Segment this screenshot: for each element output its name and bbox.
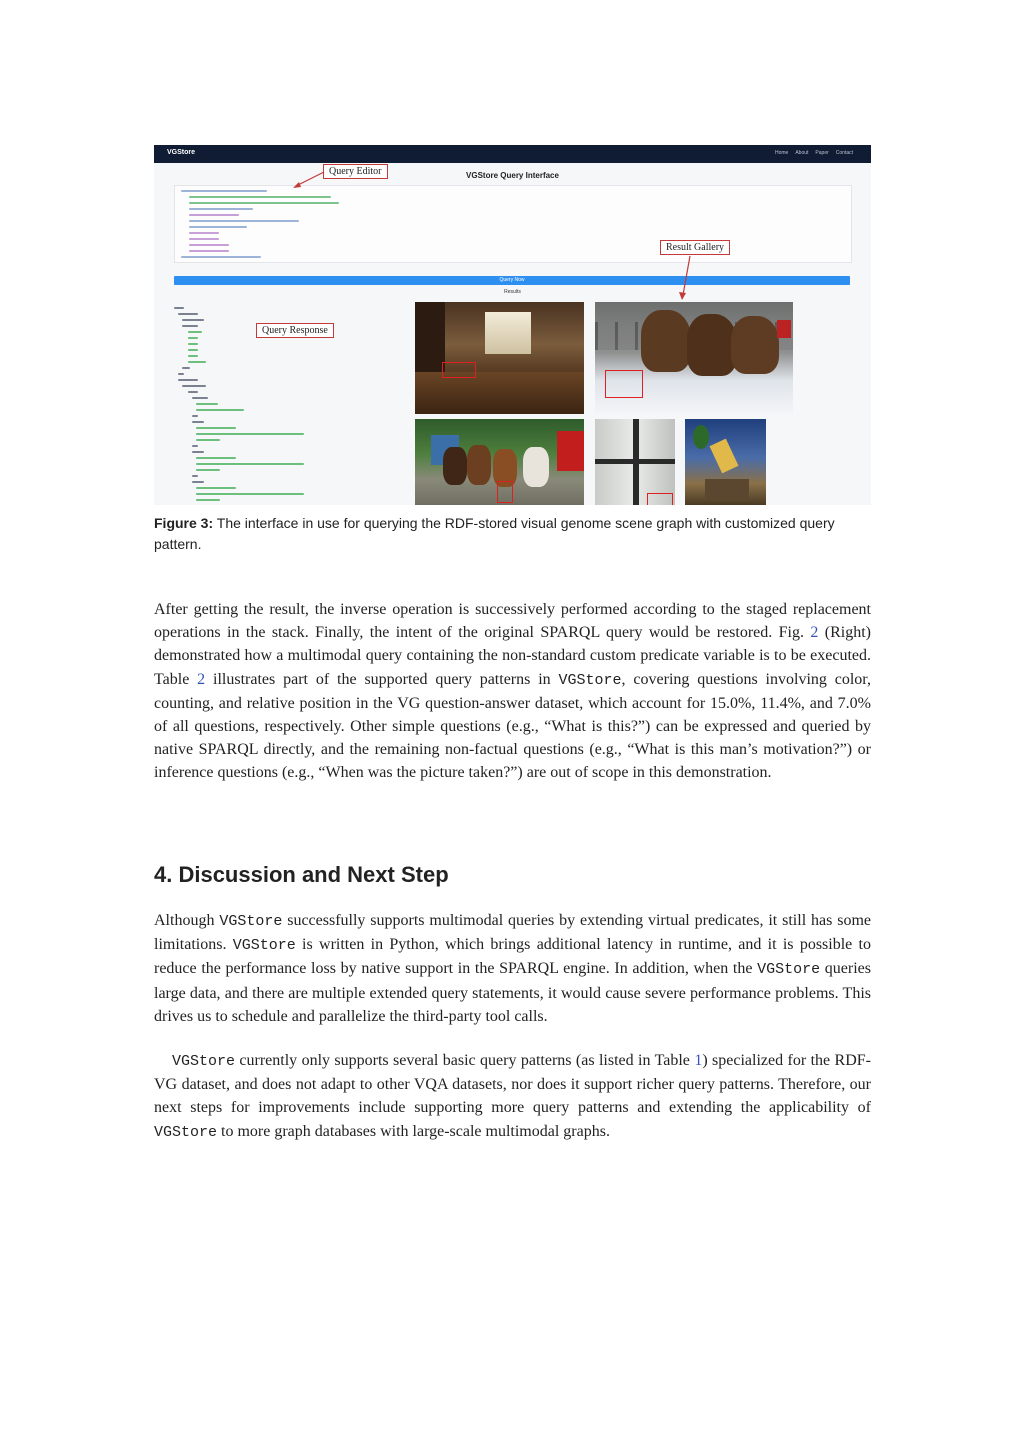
json-line — [196, 409, 244, 411]
paragraph-3 — [154, 1049, 871, 1144]
json-line — [182, 385, 206, 387]
code-line — [189, 196, 331, 198]
code-line — [189, 208, 253, 210]
result-image-window[interactable] — [595, 419, 675, 505]
shelf-shape — [415, 302, 445, 382]
json-line — [188, 349, 198, 351]
code-line — [189, 238, 219, 240]
detection-box — [442, 362, 476, 378]
system-name: VGStore — [172, 1053, 236, 1070]
json-line — [196, 499, 220, 501]
json-line — [182, 367, 190, 369]
json-line — [188, 343, 198, 345]
json-line — [196, 433, 304, 435]
detection-box — [605, 370, 643, 398]
nav-links — [775, 150, 853, 156]
json-line — [188, 355, 198, 357]
text-run: After getting the result, the inverse operation is successively performed according to the staged replacement operations in the stack. Finally, the intent of the original SPARQL query would be restored. Fig. — [154, 601, 871, 642]
nav-link-contact[interactable]: Contact — [835, 150, 853, 156]
code-line — [189, 244, 229, 246]
code-line — [189, 250, 229, 252]
callout-arrow-gallery — [678, 255, 694, 301]
tree-shape — [693, 425, 709, 449]
figure-caption — [154, 513, 871, 555]
json-line — [188, 337, 198, 339]
text-run: currently only supports several basic query patterns (as listed in Table — [235, 1052, 695, 1069]
json-line — [188, 361, 206, 363]
code-line — [189, 232, 219, 234]
caption-text: The interface in use for querying the RDF-stored visual genome scene graph with customized query pattern. — [154, 515, 835, 552]
detection-box — [647, 493, 673, 505]
result-image-horses-field[interactable] — [415, 419, 584, 505]
code-line — [181, 256, 261, 258]
text-run: queries large data, and there are multiple extended query statements, it would cause severe performance problems. This drives us to schedule and parallelize the third-party tool calls. — [154, 960, 872, 1025]
json-line — [192, 481, 204, 483]
code-line — [189, 220, 299, 222]
json-line — [196, 457, 236, 459]
json-line — [192, 451, 204, 453]
brand-logo[interactable]: VGStore — [167, 149, 196, 156]
system-name: VGStore — [219, 913, 283, 930]
sign-shape — [557, 431, 584, 471]
json-line — [192, 415, 198, 417]
system-name: VGStore — [154, 1123, 218, 1141]
results-label: Results — [504, 289, 521, 295]
query-editor[interactable] — [174, 185, 852, 263]
system-name: VGStore — [232, 937, 296, 955]
horse-shape — [443, 447, 467, 485]
nav-link-about[interactable]: About — [795, 150, 809, 156]
json-line — [182, 319, 204, 321]
text-run: illustrates part of the supported query patterns in — [205, 670, 559, 688]
ramp-shape — [705, 479, 749, 499]
result-image-skateboard[interactable] — [685, 419, 766, 505]
json-line — [174, 307, 184, 309]
horse-shape — [467, 445, 491, 485]
result-image-horses-snow[interactable] — [595, 302, 793, 414]
json-line — [188, 391, 198, 393]
text-run: is written in Python, which brings additional latency in runtime, and it is possible to reduce the performance loss by native support in the SPARQL engine. In addition, when the — [154, 936, 872, 978]
json-line — [182, 325, 198, 327]
text-run: successfully supports multimodal queries by extending virtual predicates, it still has some limitations. — [154, 912, 871, 954]
person-shape — [777, 320, 791, 338]
json-line — [192, 397, 208, 399]
nav-link-paper[interactable]: Paper — [815, 150, 829, 156]
json-line — [192, 445, 198, 447]
json-line — [196, 469, 220, 471]
json-line — [178, 379, 198, 381]
person-shape — [710, 439, 739, 474]
text-run: (Right) demonstrated how a multimodal query containing the non-standard custom predicate variable is to be executed. Table — [154, 624, 871, 688]
result-image-room[interactable] — [415, 302, 584, 414]
horse-shape — [731, 316, 779, 374]
text-run: Although — [154, 912, 220, 929]
figure-3 — [154, 145, 871, 505]
query-now-label: Query Now — [499, 277, 525, 283]
callout-result-gallery: Result Gallery — [660, 240, 730, 255]
figure-ref-link[interactable]: 2 — [810, 624, 819, 642]
json-line — [188, 331, 202, 333]
table-ref-link[interactable]: 2 — [197, 670, 206, 688]
code-line — [189, 202, 339, 204]
caption-label: Figure 3: — [154, 515, 214, 531]
json-line — [196, 463, 304, 465]
horse-shape — [641, 310, 691, 372]
json-line — [196, 439, 220, 441]
query-now-button[interactable] — [174, 276, 850, 285]
table-ref-link[interactable]: 1 — [694, 1052, 703, 1069]
paragraph-1 — [154, 598, 871, 785]
code-line — [189, 226, 247, 228]
callout-query-response: Query Response — [256, 323, 334, 338]
detection-box — [497, 481, 513, 503]
system-name: VGStore — [558, 671, 622, 689]
app-title: VGStore Query Interface — [466, 171, 559, 180]
json-line — [196, 427, 236, 429]
system-name: VGStore — [757, 961, 821, 979]
text-run: , covering questions involving color, counting, and relative position in the VG question-answer dataset, which account for 15.0%, 11.4%, and 7.0% of all questions, respectively. Other simple questions (e.g., “What is this?”) can be expressed and queried by native SPARQL directly, and the remaining non-factual questions (e.g., “What is this man’s motivation?”) or inference questions (e.g., “When was the picture taken?”) are out of scope in this demonstration. — [154, 670, 871, 782]
text-run: ) specialized for the RDF-VG dataset, and does not adapt to other VQA datasets, nor does it support richer query patterns. Therefore, our next steps for improvements include supporting more query patterns and extending the applicability of — [154, 1052, 871, 1117]
text-run: to more graph databases with large-scale multimodal graphs. — [217, 1122, 610, 1140]
code-line — [189, 214, 239, 216]
callout-query-editor: Query Editor — [323, 164, 388, 179]
app-navbar — [154, 145, 871, 163]
json-line — [196, 403, 218, 405]
callout-arrow-editor — [290, 169, 330, 191]
nav-link-home[interactable]: Home — [775, 150, 789, 156]
frame-shape — [595, 459, 675, 464]
section-heading: 4. Discussion and Next Step — [154, 862, 449, 887]
paragraph-2 — [154, 909, 871, 1028]
json-line — [178, 373, 184, 375]
json-line — [196, 487, 236, 489]
floor-shape — [415, 372, 584, 414]
window-shape — [485, 312, 531, 354]
json-line — [178, 313, 198, 315]
json-line — [192, 421, 204, 423]
horse-shape — [523, 447, 549, 487]
json-line — [192, 475, 198, 477]
horse-shape — [687, 314, 737, 376]
json-line — [196, 493, 304, 495]
code-line — [181, 190, 267, 192]
